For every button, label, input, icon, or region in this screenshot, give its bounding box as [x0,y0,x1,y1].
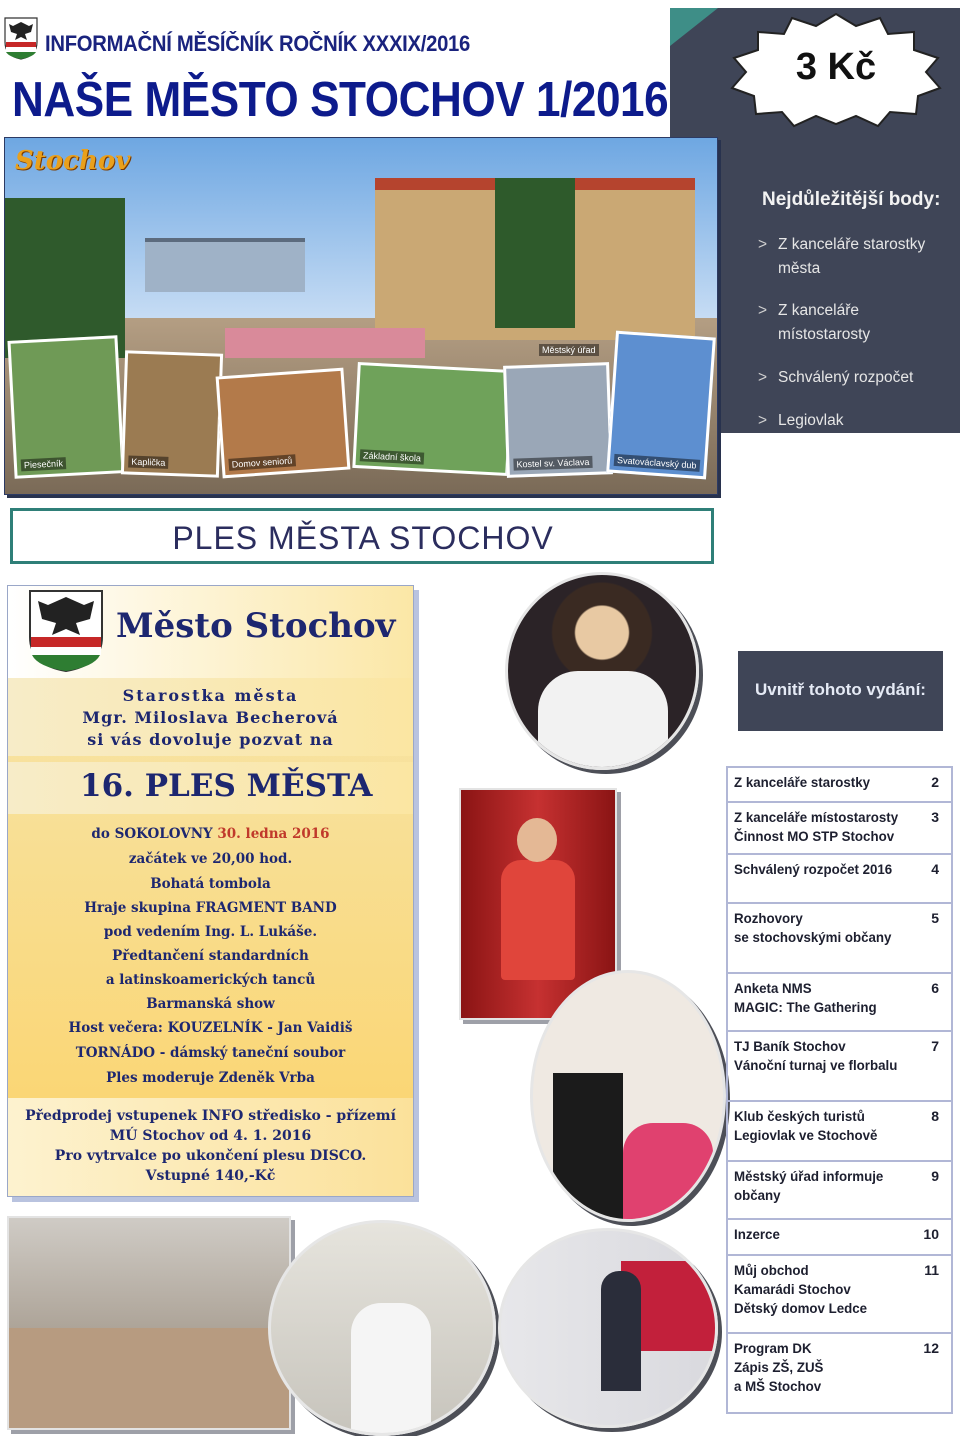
photo-figure [501,860,575,980]
collage-thumb: Základní škola [352,362,513,476]
chevron-right-icon: > [758,236,768,253]
page-title: NAŠE MĚSTO STOCHOV 1/2016 [12,73,669,127]
price-label: 3 Kč [795,46,877,88]
chevron-right-icon: > [758,302,768,319]
toc-row[interactable]: Z kanceláře místostarosty Činnost MO STP Stochov 3 [728,803,951,855]
collage-thumb: Piesečník [7,335,124,479]
invite-city-name: Město Stochov [116,606,396,646]
collage-logo: Stochov [15,146,131,176]
photo-figure [553,1073,623,1222]
highlight-item: > Legiovlak [758,409,948,433]
panel-corner-accent [670,8,718,46]
photo-table [9,1328,289,1428]
issue-kicker: INFORMAČNÍ MĚSÍČNÍK ROČNÍK XXXIX/2016 [45,31,471,56]
highlights-title: Nejdůležitější body: [762,189,941,210]
photo-figure-head [517,818,557,862]
chevron-right-icon: > [758,412,768,429]
dancers-photo [530,970,726,1222]
bartender-show-photo [268,1220,496,1436]
ball-invitation-poster: Město Stochov Starostka města Mgr. Miloslava Becherová si vás dovoluje pozvat na 16. PLES MĚSTA do SOKOLOVNY 30. ledna 2016 začátek ve 20,00 hod. Bohatá tombola Hraje skupina FRAGMENT BAND pod vedením Ing. L. Lukáše. Předtančení standardních a latinskoamerických tanců Barmanská show Host večera: KOUZELNÍK - Jan Vaidiš TORNÁDO - dámský taneční soubor Ples moderuje Zdeněk Vrba Předprodej vstupenek INFO středisko - přízemí MÚ Stochov od 4. 1. 2016 Pro vytrvalce po ukončení plesu DISCO. Vstupné 140,-Kč [7,585,414,1197]
toc-row[interactable]: Program DK Zápis ZŠ, ZUŠ a MŠ Stochov 12 [734,1340,939,1394]
collage-thumb: Kaplička [121,350,223,477]
collage-thumb: Domov seniorů [216,368,351,479]
chevron-right-icon: > [758,369,768,386]
tombola-prizes-photo [7,1216,291,1430]
highlight-item: > Z kanceláře místostarosty [758,299,948,347]
collage-tree [495,178,575,328]
toc-row[interactable]: Schválený rozpočet 2016 4 [728,855,951,904]
photo-figure [351,1303,431,1433]
highlight-item: > Schválený rozpočet [758,366,948,390]
table-of-contents [726,766,953,1414]
toc-row[interactable]: Můj obchod Kamarádi Stochov Dětský domov Ledce 11 [728,1256,951,1334]
town-photo-collage: Piesečník Kaplička Domov seniorů Základní škola Kostel sv. Václava Svatováclavský dub Městský úřad Stochov [4,137,718,495]
photo-figure [623,1123,713,1222]
photo-figure [538,671,668,770]
event-heading: PLES MĚSTA STOCHOV [172,520,554,556]
bar-photo [498,1228,718,1428]
toc-row[interactable]: Klub českých turistů Legiovlak ve Stochově 8 [728,1102,951,1162]
invite-venue-line: do SOKOLOVNY 30. ledna 2016 [91,826,330,842]
toc-row[interactable]: Anketa NMS MAGIC: The Gathering 6 [728,974,951,1032]
invite-ball-title: 16. PLES MĚSTA [80,768,373,804]
city-crest-icon [26,589,106,673]
photo-figure [601,1271,641,1391]
highlight-item: > Z kanceláře starostky města [758,233,948,281]
inside-issue-title: Uvnitř tohoto vydání: [755,680,926,699]
moderator-photo [505,572,699,770]
toc-row[interactable]: Inzerce 10 [728,1220,951,1256]
toc-row[interactable]: Městský úřad informuje občany 9 [728,1162,951,1220]
toc-row[interactable]: TJ Baník Stochov Vánoční turnaj ve florbalu 7 [728,1032,951,1102]
collage-thumb: Kostel sv. Václava [503,362,613,478]
collage-tree [5,198,125,358]
toc-row[interactable]: Z kanceláře starostky 2 [728,768,951,803]
collage-flowerbed [225,328,425,358]
collage-building [145,238,305,292]
city-crest-icon [3,16,39,60]
collage-thumb: Svatováclavský dub [606,331,716,480]
toc-row[interactable]: Rozhovory se stochovskými občany 5 [728,904,951,974]
